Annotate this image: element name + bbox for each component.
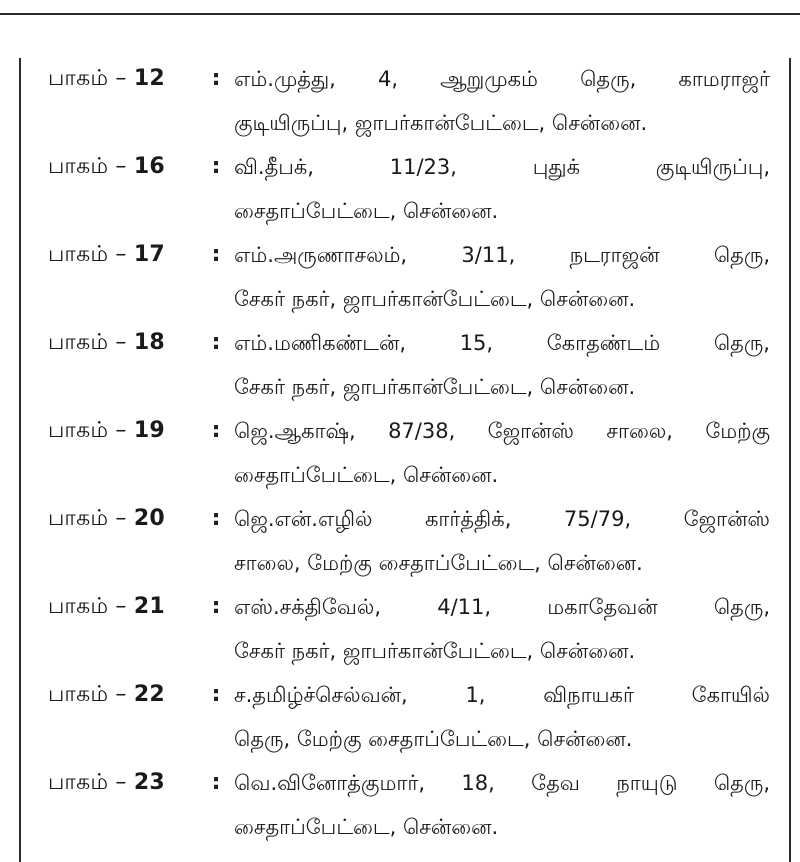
ward-label-text: பாகம் – [48,330,127,355]
separator-colon: : [211,242,221,267]
address-line-1: ச.தமிழ்ச்செல்வன், 1, விநாயகர் கோயில் [234,683,770,707]
ward-number: 20 [133,506,165,531]
address-line-1: ஜெ.என்.எழில் கார்த்திக், 75/79, ஜோன்ஸ் [234,507,770,531]
ward-number: 23 [133,770,165,795]
separator-colon: : [211,154,221,179]
ward-label [48,409,198,453]
ward-label-text: பாகம் – [48,154,127,179]
separator-colon: : [211,418,221,443]
address [234,321,770,409]
ward-entry [48,233,778,321]
ward-label [48,321,198,365]
ward-label [48,673,198,717]
separator-colon: : [211,506,221,531]
address [234,673,770,761]
ward-entry [48,57,778,145]
ward-entry-list [48,57,778,849]
ward-entry [48,673,778,761]
separator-colon: : [211,594,221,619]
ward-entry [48,321,778,409]
address-line-1: வி.தீபக், 11/23, புதுக் குடியிருப்பு, [234,155,770,179]
address-line-2: சாலை, மேற்கு சைதாப்பேட்டை, சென்னை. [234,551,643,575]
ward-entry [48,761,778,849]
ward-number: 19 [133,418,165,443]
address-line-1: எம்.முத்து, 4, ஆறுமுகம் தெரு, காமராஜர் [234,67,770,91]
ward-number: 17 [133,242,165,267]
address-line-2: சேகர் நகர், ஜாபர்கான்பேட்டை, சென்னை. [234,639,636,663]
address-line-2: சேகர் நகர், ஜாபர்கான்பேட்டை, சென்னை. [234,287,636,311]
separator-colon: : [211,66,221,91]
ward-label-text: பாகம் – [48,506,127,531]
ward-label [48,57,198,101]
ward-number: 22 [133,682,165,707]
left-border-line [19,58,21,862]
ward-label [48,145,198,189]
top-border-line [0,13,800,15]
address [234,497,770,585]
ward-label-text: பாகம் – [48,682,127,707]
address-line-2: தெரு, மேற்கு சைதாப்பேட்டை, சென்னை. [234,727,633,751]
ward-label-text: பாகம் – [48,594,127,619]
ward-number: 18 [133,330,165,355]
address [234,585,770,673]
address-line-1: எஸ்.சக்திவேல், 4/11, மகாதேவன் தெரு, [234,595,770,619]
separator-colon: : [211,330,221,355]
ward-label [48,585,198,629]
ward-label [48,761,198,805]
ward-label [48,497,198,541]
address-line-1: எம்.மணிகண்டன், 15, கோதண்டம் தெரு, [234,331,770,355]
address-line-1: வெ.வினோத்குமார், 18, தேவ நாயுடு தெரு, [234,771,770,795]
ward-number: 16 [133,154,165,179]
address-line-2: சைதாப்பேட்டை, சென்னை. [234,463,499,487]
address-line-1: எம்.அருணாசலம், 3/11, நடராஜன் தெரு, [234,243,770,267]
ward-entry [48,409,778,497]
address-line-2: சைதாப்பேட்டை, சென்னை. [234,199,499,223]
address [234,57,770,145]
address-line-2: குடியிருப்பு, ஜாபர்கான்பேட்டை, சென்னை. [234,111,648,135]
separator-colon: : [211,770,221,795]
ward-entry [48,585,778,673]
ward-label [48,233,198,277]
right-border-line [789,58,791,862]
ward-label-text: பாகம் – [48,770,127,795]
ward-label-text: பாகம் – [48,66,127,91]
address-line-2: சைதாப்பேட்டை, சென்னை. [234,815,499,839]
ward-entry [48,145,778,233]
separator-colon: : [211,682,221,707]
address [234,761,770,849]
address-line-2: சேகர் நகர், ஜாபர்கான்பேட்டை, சென்னை. [234,375,636,399]
address-line-1: ஜெ.ஆகாஷ், 87/38, ஜோன்ஸ் சாலை, மேற்கு [234,419,770,443]
ward-label-text: பாகம் – [48,418,127,443]
address [234,145,770,233]
ward-number: 21 [133,594,165,619]
address [234,409,770,497]
ward-entry [48,497,778,585]
ward-label-text: பாகம் – [48,242,127,267]
address [234,233,770,321]
ward-number: 12 [133,66,165,91]
